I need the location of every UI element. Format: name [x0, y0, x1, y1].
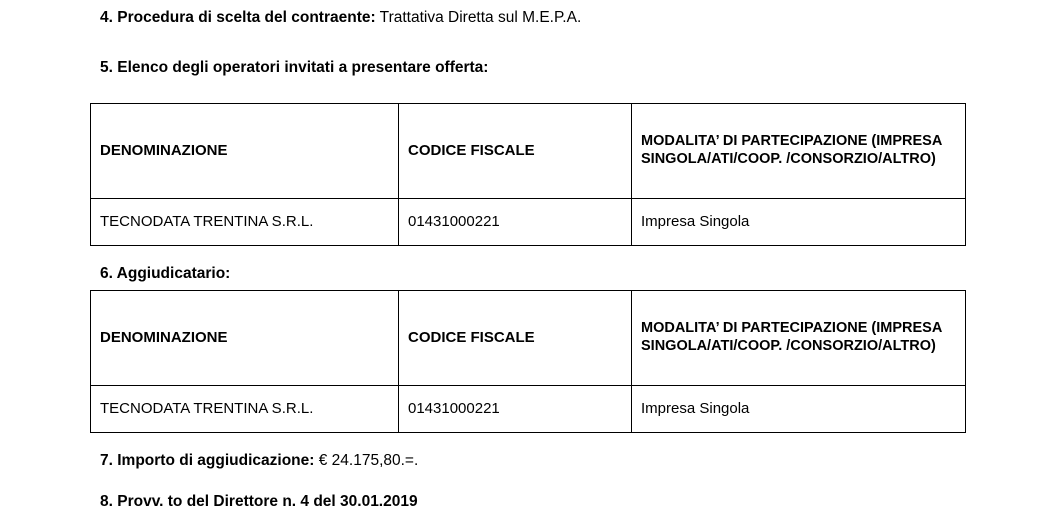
cell-codice-fiscale: 01431000221: [399, 199, 632, 246]
paragraph-aggiudicatario: [100, 264, 230, 283]
paragraph-procedura-label: 4. Procedura di scelta del contraente:: [100, 9, 376, 26]
table-header-row: [91, 104, 966, 199]
paragraph-provvedimento-label: 8. Provv. to del Direttore n. 4 del 30.01.2019: [100, 493, 418, 510]
paragraph-procedura: [100, 8, 581, 27]
paragraph-aggiudicatario-label: 6. Aggiudicatario:: [100, 265, 231, 282]
paragraph-importo: [100, 451, 418, 470]
paragraph-provvedimento: [100, 492, 418, 511]
header-modalita-partecipazione: MODALITA’ DI PARTECIPAZIONE (IMPRESA SINGOLA/ATI/COOP. /CONSORZIO/ALTRO): [632, 291, 966, 386]
cell-modalita: Impresa Singola: [632, 199, 966, 246]
cell-modalita: Impresa Singola: [632, 386, 966, 433]
header-codice-fiscale: CODICE FISCALE: [399, 291, 632, 386]
table-header-row: [91, 291, 966, 386]
header-modalita-partecipazione: MODALITA’ DI PARTECIPAZIONE (IMPRESA SINGOLA/ATI/COOP. /CONSORZIO/ALTRO): [632, 104, 966, 199]
paragraph-provvedimento-clip: [0, 492, 1058, 510]
paragraph-importo-label: 7. Importo di aggiudicazione:: [100, 452, 315, 469]
cell-denominazione: TECNODATA TRENTINA S.R.L.: [91, 199, 399, 246]
table-row: [91, 386, 966, 433]
header-denominazione: DENOMINAZIONE: [91, 291, 399, 386]
table-row: [91, 199, 966, 246]
table-operatori-invitati: [90, 103, 966, 246]
paragraph-importo-value: € 24.175,80.=.: [314, 452, 419, 469]
paragraph-elenco-operatori: [100, 58, 488, 77]
paragraph-procedura-value: Trattativa Diretta sul M.E.P.A.: [375, 9, 582, 26]
cell-denominazione: TECNODATA TRENTINA S.R.L.: [91, 386, 399, 433]
paragraph-elenco-operatori-label: 5. Elenco degli operatori invitati a presentare offerta:: [100, 59, 489, 76]
header-denominazione: DENOMINAZIONE: [91, 104, 399, 199]
table-aggiudicatario: [90, 290, 966, 433]
cell-codice-fiscale: 01431000221: [399, 386, 632, 433]
header-codice-fiscale: CODICE FISCALE: [399, 104, 632, 199]
